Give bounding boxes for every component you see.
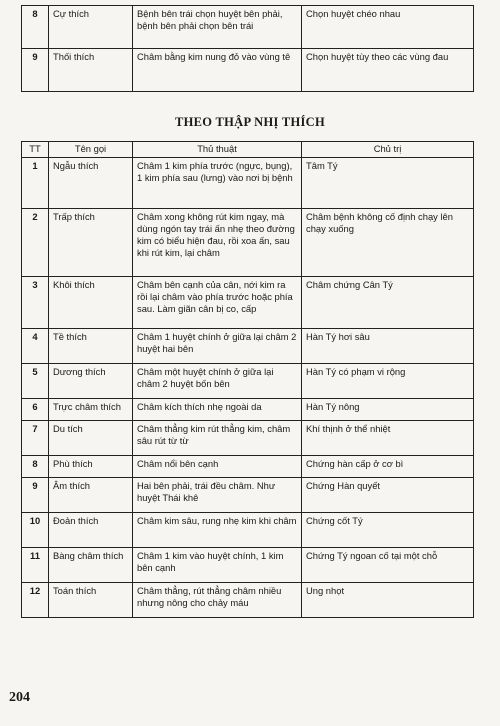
cell-tt: 5: [22, 364, 49, 399]
cell-indication: Hàn Tý có phạm vi rộng: [302, 364, 474, 399]
cell-technique: Châm nổi bên cạnh: [133, 456, 302, 478]
cell-indication: Hàn Tý nông: [302, 399, 474, 421]
table-row: [22, 583, 474, 618]
page-number: 204: [9, 690, 30, 705]
cell-technique: Châm thẳng, rút thẳng châm nhiều nhưng nông cho chảy máu: [133, 583, 302, 618]
cell-name: Dương thích: [49, 364, 133, 399]
cell-tt: 4: [22, 329, 49, 364]
cell-technique: Hai bên phải, trái đều châm. Như huyệt Thái khê: [133, 478, 302, 513]
header-technique: Thủ thuật: [133, 142, 302, 158]
cell-technique: Châm kim sâu, rung nhẹ kim khi châm: [133, 513, 302, 548]
table-row: [22, 329, 474, 364]
header-indication: Chủ trị: [302, 142, 474, 158]
table-row: [22, 478, 474, 513]
cell-indication: Khí thịnh ở thể nhiệt: [302, 421, 474, 456]
table-row: [22, 6, 474, 49]
cell-technique: Châm 1 kim vào huyệt chính, 1 kim bên cạnh: [133, 548, 302, 583]
cell-name: Toán thích: [49, 583, 133, 618]
header-name: Tên gọi: [49, 142, 133, 158]
cell-technique: Châm một huyệt chính ở giữa lại châm 2 huyệt bốn bên: [133, 364, 302, 399]
cell-technique: Bệnh bên trái chọn huyệt bên phải, bệnh bên phải chọn bên trái: [133, 6, 302, 49]
table-row: [22, 277, 474, 329]
cell-tt: 6: [22, 399, 49, 421]
cell-name: Bàng châm thích: [49, 548, 133, 583]
cell-tt: 1: [22, 158, 49, 209]
cell-technique: Châm bên cạnh của cân, nới kim ra rồi lại châm vào phía trước hoặc phía sau. Làm giãn cân bị co, cấp: [133, 277, 302, 329]
section-title: THEO THẬP NHỊ THÍCH: [174, 115, 326, 129]
cell-tt: 8: [22, 456, 49, 478]
cell-name: Du tích: [49, 421, 133, 456]
cell-tt: 2: [22, 209, 49, 277]
twelve-techniques-table: [21, 141, 474, 618]
cell-name: Phù thích: [49, 456, 133, 478]
table-row: [22, 421, 474, 456]
cell-name: Trấp thích: [49, 209, 133, 277]
cell-technique: Châm 1 huyệt chính ở giữa lại châm 2 huyệt hai bên: [133, 329, 302, 364]
table-row: [22, 49, 474, 92]
cell-name: Ngẫu thích: [49, 158, 133, 209]
cell-tt: 9: [22, 49, 49, 92]
cell-name: Thối thích: [49, 49, 133, 92]
cell-indication: Chọn huyệt tùy theo các vùng đau: [302, 49, 474, 92]
cell-name: Cự thích: [49, 6, 133, 49]
cell-indication: Chứng Tý ngoan cố tại một chỗ: [302, 548, 474, 583]
cell-indication: Châm bệnh không cố định chạy lên chạy xuống: [302, 209, 474, 277]
table-row: [22, 513, 474, 548]
cell-name: Đoản thích: [49, 513, 133, 548]
cell-name: Âm thích: [49, 478, 133, 513]
cell-tt: 12: [22, 583, 49, 618]
cell-tt: 8: [22, 6, 49, 49]
cell-technique: Châm 1 kim phía trước (ngực, bụng), 1 kim phía sau (lưng) vào nơi bị bệnh: [133, 158, 302, 209]
cell-tt: 9: [22, 478, 49, 513]
cell-tt: 3: [22, 277, 49, 329]
cell-technique: Châm bằng kim nung đỏ vào vùng tê: [133, 49, 302, 92]
cell-technique: Châm thẳng kim rút thẳng kim, châm sâu rút từ từ: [133, 421, 302, 456]
cell-tt: 10: [22, 513, 49, 548]
cell-indication: Chứng cốt Tý: [302, 513, 474, 548]
header-row: [22, 142, 474, 158]
cell-indication: Chọn huyệt chéo nhau: [302, 6, 474, 49]
cell-indication: Chứng hàn cấp ở cơ bì: [302, 456, 474, 478]
continued-table-body: [22, 6, 474, 92]
header-tt: TT: [22, 142, 49, 158]
continued-table: [21, 5, 474, 92]
cell-name: Khôi thích: [49, 277, 133, 329]
table-row: [22, 548, 474, 583]
table-row: [22, 399, 474, 421]
cell-name: Trực châm thích: [49, 399, 133, 421]
cell-technique: Châm xong không rút kim ngay, mà dùng ngón tay trái ấn nhẹ theo đường kim có biểu hiện đau, rồi xoa ấn, sau khi rút kim, lại châm: [133, 209, 302, 277]
table-body: [22, 158, 474, 618]
table-row: [22, 158, 474, 209]
table-row: [22, 209, 474, 277]
cell-indication: Ung nhọt: [302, 583, 474, 618]
cell-indication: Chứng Hàn quyết: [302, 478, 474, 513]
table-header: [22, 142, 474, 158]
table-row: [22, 456, 474, 478]
cell-tt: 7: [22, 421, 49, 456]
cell-indication: Tâm Tý: [302, 158, 474, 209]
cell-indication: Hàn Tý hơi sâu: [302, 329, 474, 364]
cell-technique: Châm kích thích nhẹ ngoài da: [133, 399, 302, 421]
cell-indication: Châm chứng Cân Tý: [302, 277, 474, 329]
table-row: [22, 364, 474, 399]
cell-tt: 11: [22, 548, 49, 583]
cell-name: Tề thích: [49, 329, 133, 364]
